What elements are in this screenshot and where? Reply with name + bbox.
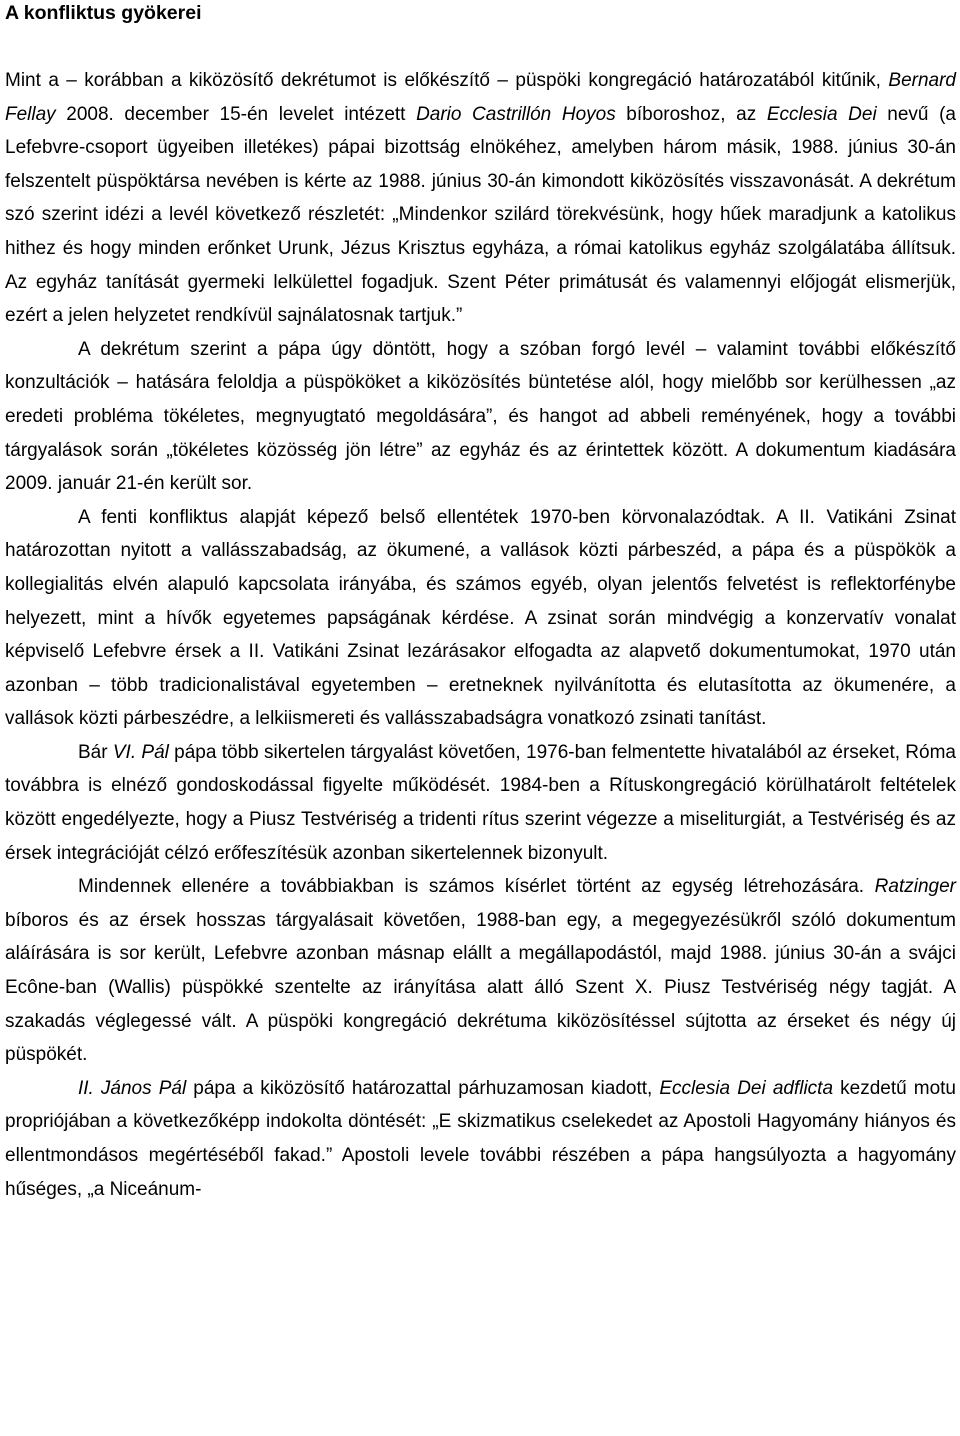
text-run: A fenti konfliktus alapját képező belső ellentétek 1970-ben körvonalazódtak. A II. Vatikáni Zsinat határozottan nyitott a vallásszabadság, az ökumené, a vallások közti párbeszéd, a pápa és a püspökök a kollegialitás elvén alapuló kapcsolata irányába, és számos egyéb, olyan jelentős felvetést is reflektorfénybe helyezett, mint a hívők egyetemes papságának kérdése. A zsinat során mindvégig a konzervatív vonalat képviselő Lefebvre érsek a II. Vatikáni Zsinat lezárásakor elfogadta az alapvető dokumentumokat, 1970 után azonban – több tradicionalistával egyetemben – eretneknek nyilvánította és elutasította az ökumenére, a vallások közti párbeszédre, a lelkiismereti és vallásszabadságra vonatkozó zsinati tanítást. xyxy=(5,506,956,730)
paragraph-1 xyxy=(5,64,956,333)
text-run: pápa több sikertelen tárgyalást követően, 1976-ban felmentette hivatalából az érseket, Róma továbbra is elnéző gondoskodással figyelte működését. 1984-ben a Rítuskongregáció körülhatárolt feltételek között engedélyezte, hogy a Piusz Testvériség a tridenti rítus szerint végezze a miseliturgiát, a Testvériség és az érsek integrációját célzó erőfeszítésük azonban sikertelennek bizonyult. xyxy=(5,741,956,864)
paragraph-4 xyxy=(5,736,956,870)
text-run: Mindennek ellenére a továbbiakban is számos kísérlet történt az egység létrehozására. xyxy=(78,876,875,898)
name-bernard-fellay: Bernard Fellay xyxy=(5,70,956,125)
text-run: kezdetű motu propriójában a következőképp indokolta döntését: „E skizmatikus cselekedet az Apostoli Hagyomány hiányos és ellentmondásos megértéséből fakad.” Apostoli levele további részében a pápa hangsúlyozta a hagyomány hűséges, „a Niceánum- xyxy=(5,1077,956,1200)
text-run: Mint a – korábban a kiközösítő dekrétumot is előkészítő – püspöki kongregáció határozatából kitűnik, xyxy=(5,70,889,91)
body-text xyxy=(5,64,956,1206)
text-run: 2008. december 15-én levelet intézett xyxy=(55,103,417,125)
name-vi-pal: VI. Pál xyxy=(112,741,169,763)
section-heading: A konfliktus gyökerei xyxy=(5,2,202,24)
paragraph-5 xyxy=(5,870,956,1072)
name-ii-janos-pal: II. János Pál xyxy=(78,1077,187,1099)
text-run: Bár xyxy=(78,741,113,763)
name-castrillon-hoyos: Dario Castrillón Hoyos xyxy=(416,103,616,125)
name-ratzinger: Ratzinger xyxy=(874,876,956,898)
name-ecclesia-dei: Ecclesia Dei xyxy=(766,103,877,125)
text-run: bíboros és az érsek hosszas tárgyalásait követően, 1988-ban egy, a megegyezésükről szóló dokumentum aláírására is sor került, Lefebvre azonban másnap elállt a megállapodástól, majd 1988. június 30-án a svájci Ecône-ban (Wallis) püspökké szentelte az irányítása alatt álló Szent X. Piusz Testvériség négy tagját. A szakadás véglegessé vált. A püspöki kongregáció dekrétuma kiközösítéssel sújtotta az érseket és négy új püspökét. xyxy=(5,909,956,1066)
text-run: A dekrétum szerint a pápa úgy döntött, hogy a szóban forgó levél – valamint további előkészítő konzultációk – hatására feloldja a püspököket a kiközösítés büntetése alól, hogy mielőbb sor kerülhessen „az eredeti probléma tökéletes, megnyugtató megoldására”, és hangot ad abbeli reményének, hogy a további tárgyalások során „tökéletes közösség jön létre” az egyház és az érintettek között. A dokumentum kiadására 2009. január 21-én került sor. xyxy=(5,338,956,495)
paragraph-6 xyxy=(5,1072,956,1206)
document-page xyxy=(5,0,956,1206)
text-run: nevű (a Lefebvre-csoport ügyeiben illetékes) pápai bizottság elnökéhez, amelyben három másik, 1988. június 30-án felszentelt püspöktársa nevében is kérte az 1988. június 30-án kimondott kiközösítés visszavonását. A dekrétum szó szerint idézi a levél következő részletét: „Mindenkor szilárd törekvésünk, hogy hűek maradjunk a katolikus hithez és hogy minden erőnket Urunk, Jézus Krisztus egyháza, a római katolikus egyház szolgálatába állítsuk. Az egyház tanítását gyermeki lelkülettel fogadjuk. Szent Péter primátusát és valamennyi előjogát elismerjük, ezért a jelen helyzetet rendkívül sajnálatosnak tartjuk.” xyxy=(5,103,956,327)
title-ecclesia-dei-adflicta: Ecclesia Dei adflicta xyxy=(659,1077,834,1099)
text-run: pápa a kiközösítő határozattal párhuzamosan kiadott, xyxy=(186,1077,660,1099)
paragraph-3 xyxy=(5,501,956,736)
paragraph-2 xyxy=(5,333,956,501)
text-run: bíboroshoz, az xyxy=(615,103,767,125)
